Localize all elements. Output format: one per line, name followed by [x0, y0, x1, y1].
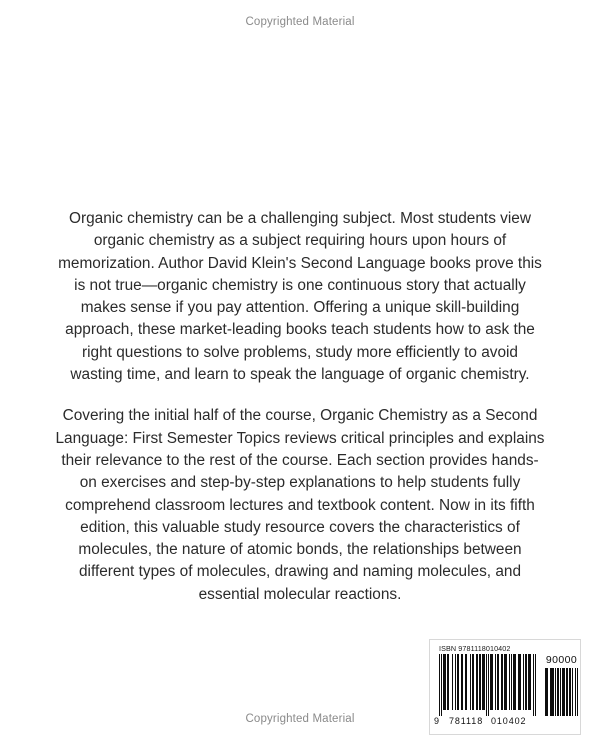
isbn-caption: ISBN 9781118010402	[439, 644, 511, 653]
ean13-bars	[439, 654, 536, 716]
ean5-addon-barcode-symbol	[545, 668, 578, 716]
copyrighted-material-watermark-top: Copyrighted Material	[245, 16, 355, 28]
blurb-paragraph-2: Covering the initial half of the course, Organic Chemistry as a Second Language: First Semester Topics reviews critical principles and explains their relevance to the rest of the course. Each section provides hands-on exercises and step-by-step explanations to help students fully comprehend classroom lectures and textbook content. Now in its fifth edition, this valuable study resource covers the characteristics of molecules, the nature of atomic bonds, the relationships between different types of molecules, drawing and naming molecules, and essential molecular reactions.	[55, 407, 545, 603]
back-cover-blurb	[55, 208, 545, 606]
ean13-barcode-symbol	[439, 654, 536, 716]
copyrighted-material-watermark-bottom: Copyrighted Material	[245, 713, 355, 725]
ean13-right-group-digits: 010402	[491, 716, 527, 726]
ean5-addon-value: 90000	[545, 654, 578, 666]
blurb-paragraph-1: Organic chemistry can be a challenging subject. Most students view organic chemistry as a subject requiring hours upon hours of memorization. Author David Klein's Second Language books prove this is not true—organic chemistry is one continuous story that actually makes sense if you pay attention. Offering a unique skill-building approach, these market-leading books teach students how to ask the right questions to solve problems, study more efficiently to avoid wasting time, and learn to speak the language of organic chemistry.	[58, 210, 542, 384]
ean13-lead-digit: 9	[434, 716, 440, 726]
ean5-addon-bars	[545, 668, 578, 716]
ean13-left-group-digits: 781118	[449, 716, 484, 726]
